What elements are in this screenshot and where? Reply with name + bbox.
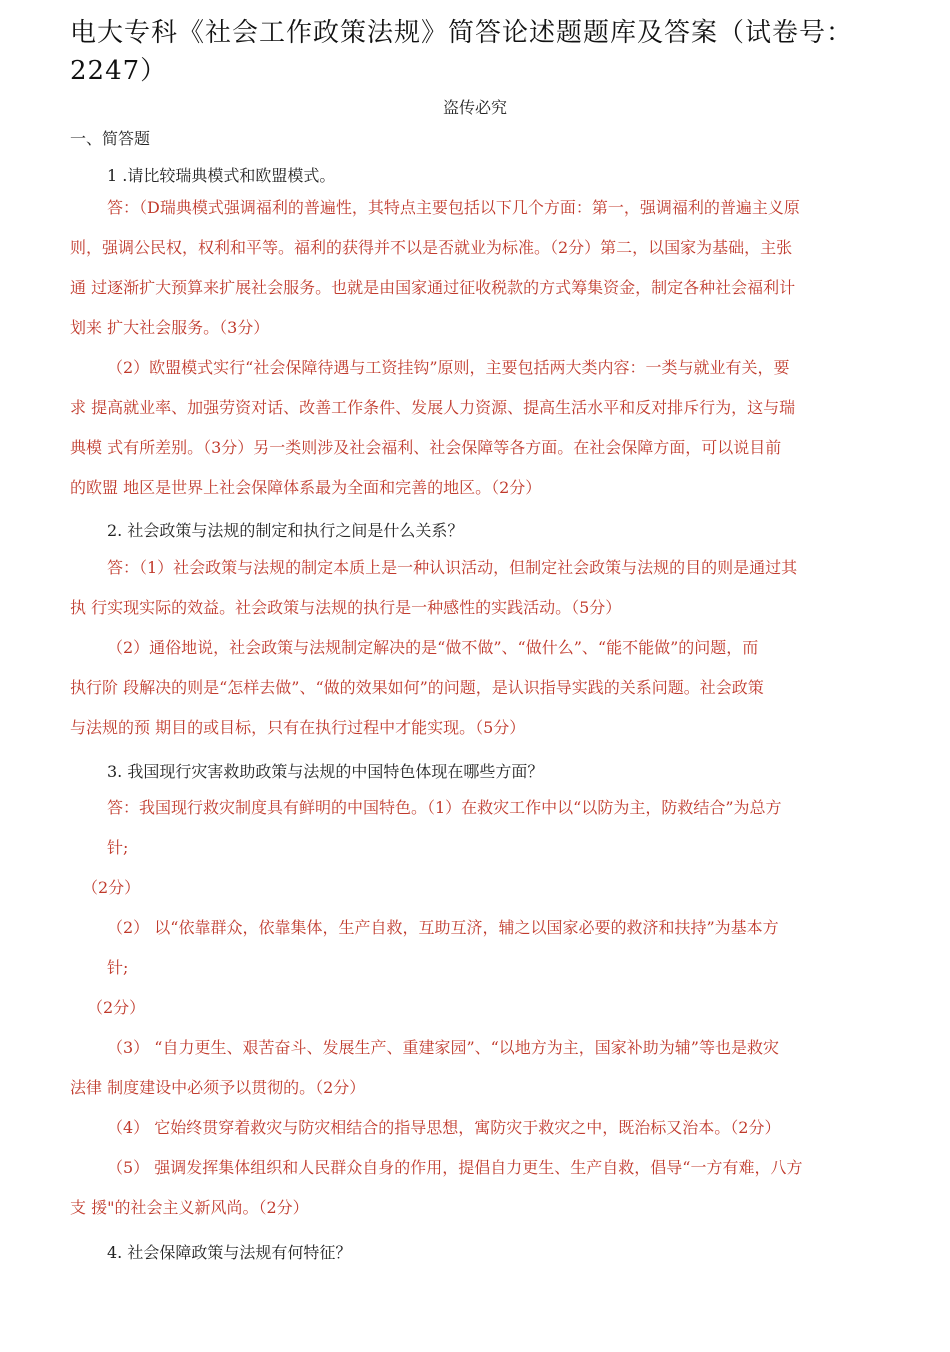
answer-2-part-2	[70, 628, 890, 748]
answer-line: （4） 它始终贯穿着救灾与防灾相结合的指导思想，寓防灾于救灾之中，既治标又治本。（2分）	[107, 1118, 781, 1137]
answer-line: 的欧盟 地区是世界上社会保障体系最为全面和完善的地区。（2分）	[70, 478, 542, 497]
answer-line: （2）通俗地说，社会政策与法规制定解决的是“做不做”、“做什么”、“能不能做”的问题，而	[107, 638, 759, 657]
question-2: 2. 社会政策与法规的制定和执行之间是什么关系？	[107, 521, 464, 540]
answer-1-part-2	[70, 348, 890, 508]
answer-line: 则，强调公民权，权利和平等。福利的获得并不以是否就业为标准。（2分）第二，以国家为基础，主张	[70, 238, 793, 257]
subtitle: 盗传必究	[442, 98, 507, 117]
section-heading: 一、简答题	[70, 129, 151, 148]
answer-line: 划来 扩大社会服务。（3分）	[70, 318, 270, 337]
answer-line: 与法规的预 期目的或目标，只有在执行过程中才能实现。（5分）	[70, 718, 526, 737]
answer-line: 典模 式有所差别。（3分）另一类则涉及社会福利、社会保障等各方面。在社会保障方面，可以说目前	[70, 438, 782, 457]
answer-line: （2分）	[87, 998, 146, 1017]
question-4: 4. 社会保障政策与法规有何特征？	[107, 1243, 352, 1262]
answer-line: （2分）	[82, 878, 141, 897]
answer-line: （2）欧盟模式实行“社会保障待遇与工资挂钩”原则，主要包括两大类内容：一类与就业有关，要	[107, 358, 790, 377]
answer-line: 求 提高就业率、加强劳资对话、改善工作条件、发展人力资源、提高生活水平和反对排斥行为，这与瑞	[70, 398, 796, 417]
answer-line: 执行阶 段解决的则是“怎样去做”、“做的效果如何”的问题，是认识指导实践的关系问题。社会政策	[70, 678, 764, 697]
question-3: 3. 我国现行灾害救助政策与法规的中国特色体现在哪些方面？	[107, 762, 544, 781]
answer-2-part-1	[70, 548, 890, 628]
answer-line: （3） “自力更生、艰苦奋斗、发展生产、重建家园”、“以地方为主，国家补助为辅”等也是救灾	[107, 1038, 779, 1057]
title-line-1: 电大专科《社会工作政策法规》简答论述题题库及答案（试卷号：	[70, 18, 854, 48]
document-title	[70, 14, 900, 90]
answer-line: 针;	[107, 958, 129, 977]
answer-line: 针;	[107, 838, 129, 857]
answer-line: 法律 制度建设中必须予以贯彻的。（2分）	[70, 1078, 366, 1097]
answer-line: 答：（D瑞典模式强调福利的普遍性，其特点主要包括以下几个方面：第一，强调福利的普遍主义原	[107, 198, 800, 217]
title-line-2: 2247）	[70, 56, 168, 86]
answer-line: 通 过逐渐扩大预算来扩展社会服务。也就是由国家通过征收税款的方式筹集资金，制定各种社会福利计	[70, 278, 796, 297]
answer-line: （2） 以“依靠群众，依靠集体，生产自救，互助互济，辅之以国家必要的救济和扶持”为基本方	[107, 918, 779, 937]
answer-1-part-1	[70, 188, 890, 348]
question-1: 1 .请比较瑞典模式和欧盟模式。	[107, 166, 336, 185]
answer-line: （5） 强调发挥集体组织和人民群众自身的作用，提倡自力更生、生产自救，倡导“一方有难，八方	[107, 1158, 803, 1177]
answer-line: 答：（1）社会政策与法规的制定本质上是一种认识活动，但制定社会政策与法规的目的则是通过其	[107, 558, 798, 577]
answer-line: 支 援"的社会主义新风尚。（2分）	[70, 1198, 309, 1217]
answer-line: 执 行实现实际的效益。社会政策与法规的执行是一种感性的实践活动。（5分）	[70, 598, 622, 617]
answer-line: 答：我国现行救灾制度具有鲜明的中国特色。（1）在救灾工作中以“以防为主，防救结合”为总方	[107, 798, 782, 817]
answer-3	[70, 788, 890, 1228]
